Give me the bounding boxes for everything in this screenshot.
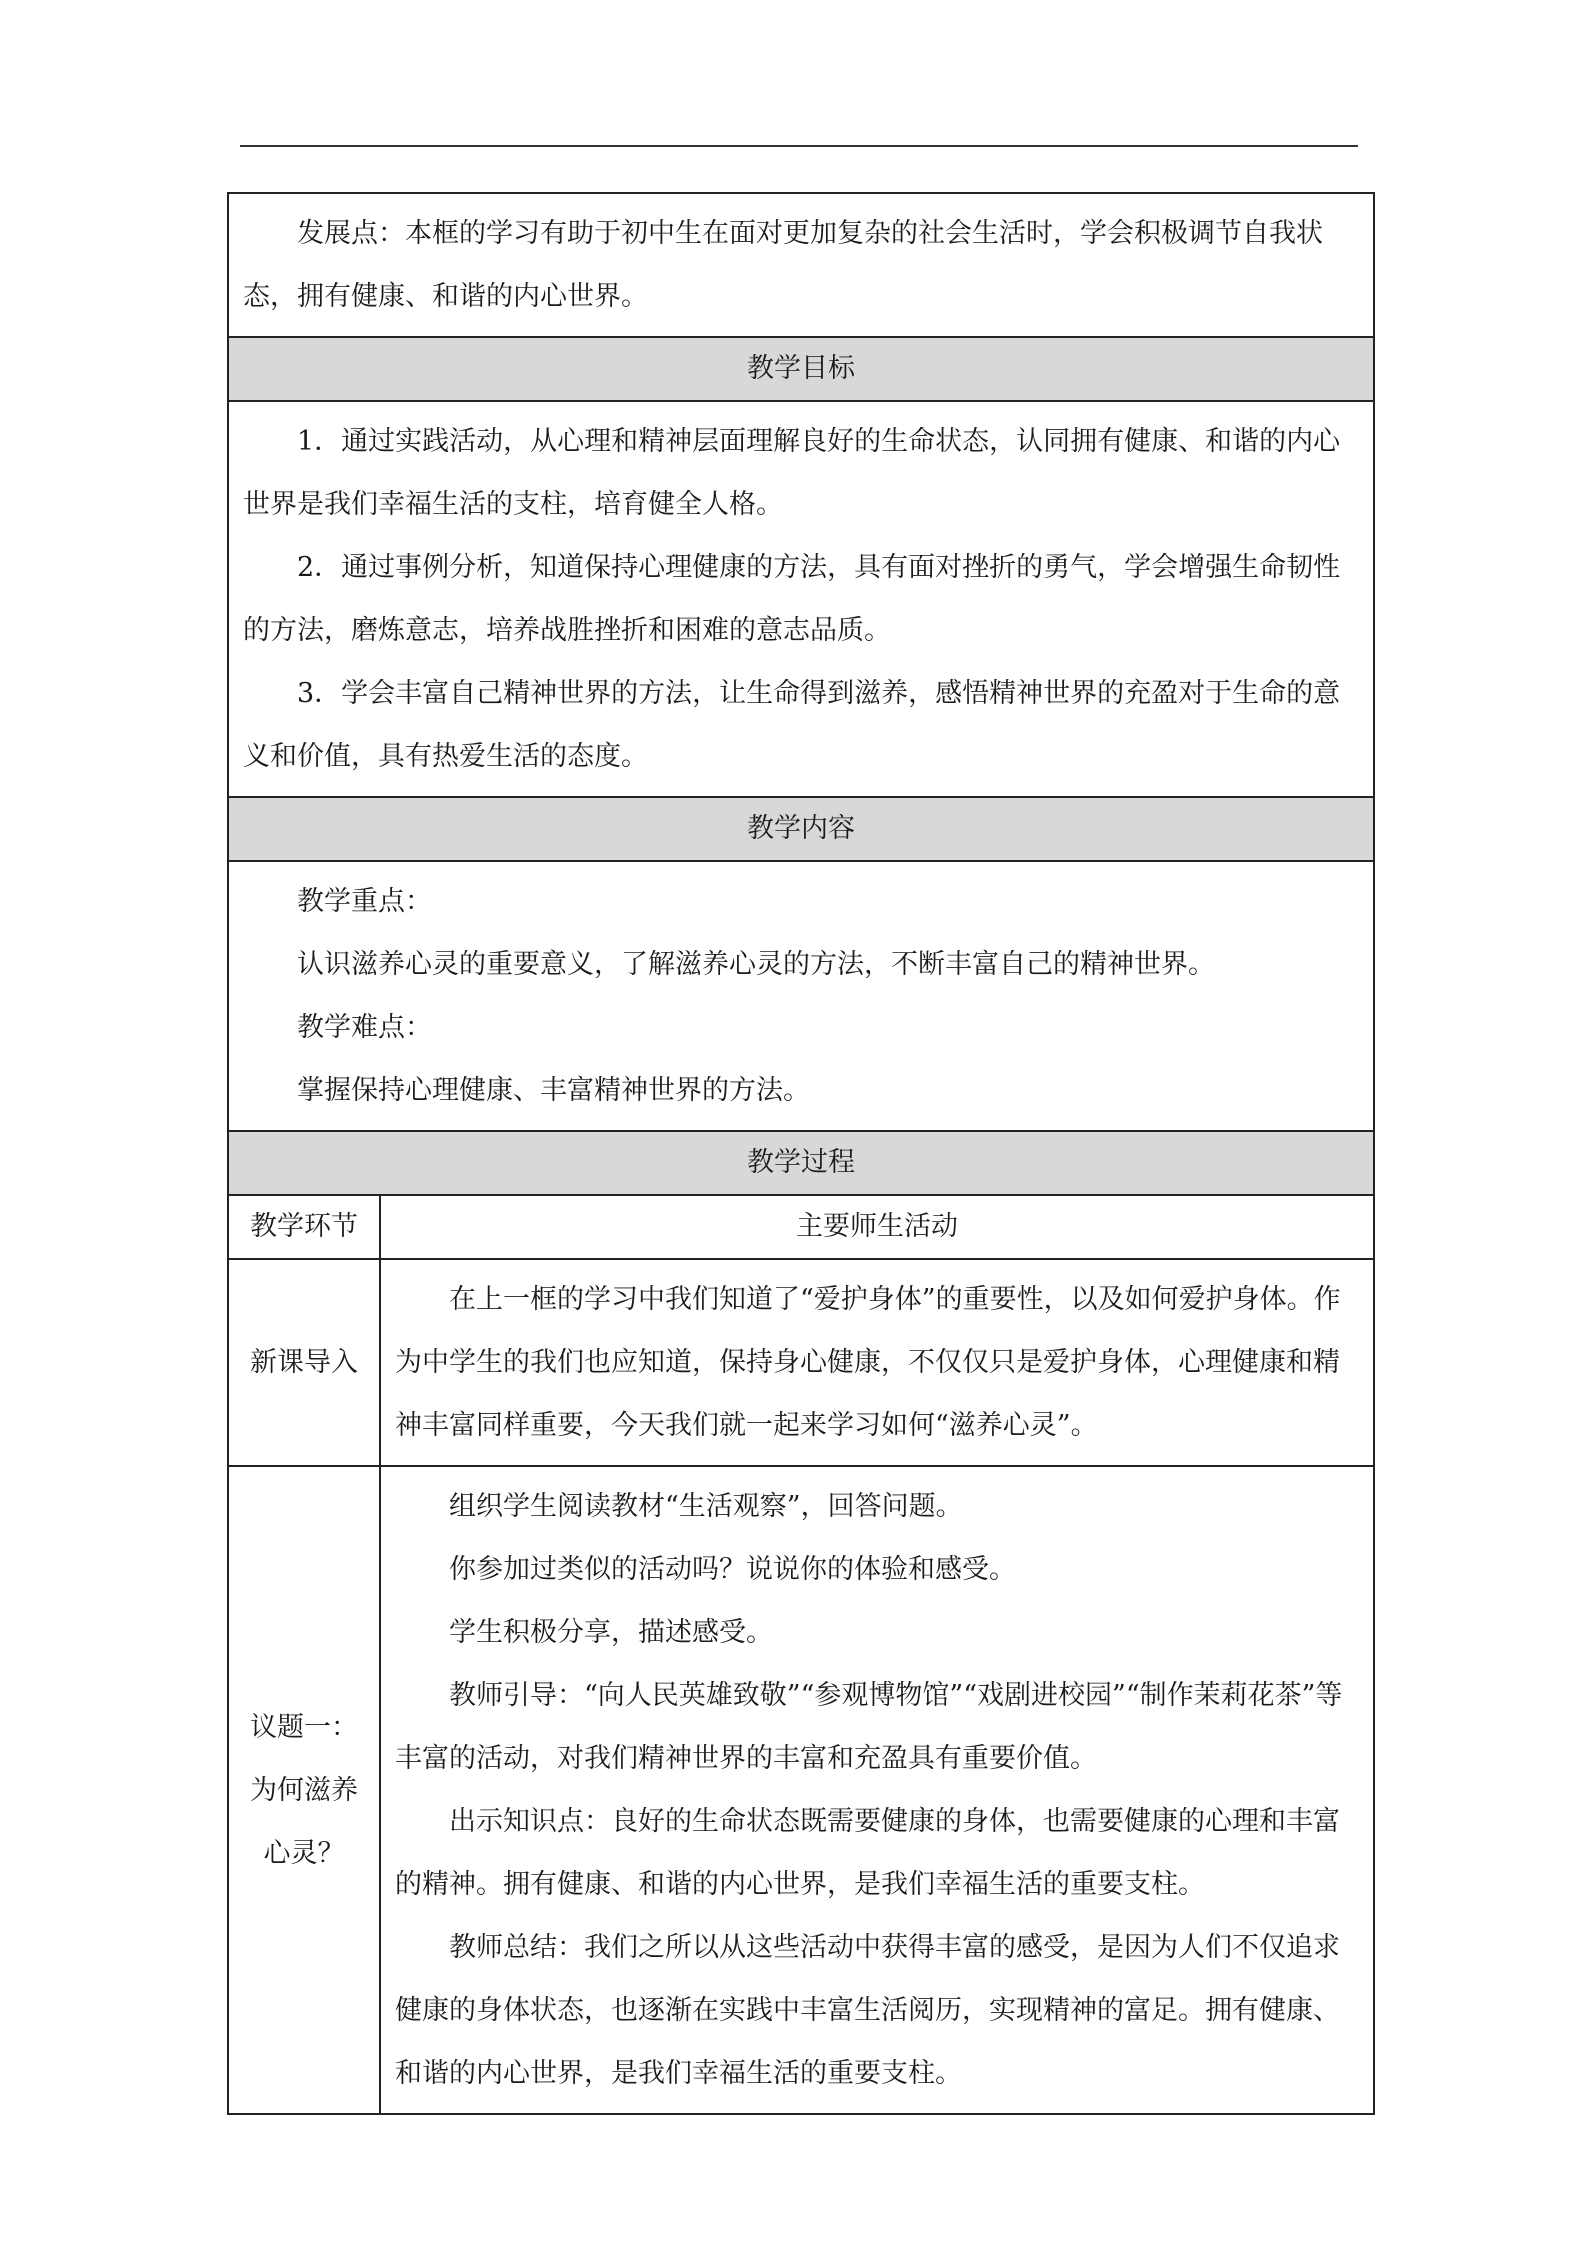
stage-cell <box>228 1259 380 1466</box>
activity-paragraph: 教师引导：“向人民英雄致敬”“参观博物馆”“戏剧进校园”“制作茉莉花茶”等丰富的活动，对我们精神世界的丰富和充盈具有重要价值。 <box>395 1680 1343 1774</box>
activity-paragraph: 你参加过类似的活动吗？说说你的体验和感受。 <box>449 1554 1016 1585</box>
objectives-heading: 教学目标 <box>228 337 1374 401</box>
objectives-heading-row <box>228 337 1374 401</box>
process-heading-row <box>228 1131 1374 1195</box>
objective-item: 3．学会丰富自己精神世界的方法，让生命得到滋养，感悟精神世界的充盈对于生命的意义和价值，具有热爱生活的态度。 <box>243 678 1341 772</box>
activity-paragraph: 教师总结：我们之所以从这些活动中获得丰富的感受，是因为人们不仅追求健康的身体状态，也逐渐在实践中丰富生活阅历，实现精神的富足。拥有健康、和谐的内心世界，是我们幸福生活的重要支柱。 <box>395 1932 1340 2089</box>
stage-cell <box>228 1466 380 2114</box>
objective-item: 2．通过事例分析，知道保持心理健康的方法，具有面对挫折的勇气，学会增强生命韧性的方法，磨炼意志，培养战胜挫折和困难的意志品质。 <box>243 552 1341 646</box>
key-point-text: 认识滋养心灵的重要意义，了解滋养心灵的方法，不断丰富自己的精神世界。 <box>297 949 1215 980</box>
stage-label-line: 为何滋养 <box>250 1774 358 1806</box>
stage-label: 新课导入 <box>250 1347 358 1378</box>
activity-paragraph: 学生积极分享，描述感受。 <box>449 1617 773 1648</box>
process-heading: 教学过程 <box>228 1131 1374 1195</box>
page-header-rule <box>240 145 1358 147</box>
development-point-text: 发展点：本框的学习有助于初中生在面对更加复杂的社会生活时，学会积极调节自我状态，拥有健康、和谐的内心世界。 <box>243 218 1323 312</box>
content-row <box>228 861 1374 1131</box>
stage-column-header: 教学环节 <box>228 1195 380 1259</box>
content-heading-row <box>228 797 1374 861</box>
stage-label-line: 心灵？ <box>263 1837 345 1869</box>
key-point-label: 教学重点： <box>297 886 432 917</box>
process-row-intro <box>228 1259 1374 1466</box>
activity-paragraph: 组织学生阅读教材“生活观察”，回答问题。 <box>449 1491 963 1522</box>
difficult-point-text: 掌握保持心理健康、丰富精神世界的方法。 <box>297 1075 810 1106</box>
process-column-header-row <box>228 1195 1374 1259</box>
objectives-row <box>228 401 1374 797</box>
activity-column-header: 主要师生活动 <box>380 1195 1374 1259</box>
activity-paragraph: 出示知识点：良好的生命状态既需要健康的身体，也需要健康的心理和丰富的精神。拥有健康、和谐的内心世界，是我们幸福生活的重要支柱。 <box>395 1806 1340 1900</box>
difficult-point-label: 教学难点： <box>297 1012 432 1043</box>
objective-item: 1．通过实践活动，从心理和精神层面理解良好的生命状态，认同拥有健康、和谐的内心世界是我们幸福生活的支柱，培育健全人格。 <box>243 426 1341 520</box>
development-point-row <box>228 193 1374 337</box>
lesson-plan-table <box>227 192 1375 2115</box>
stage-label-line: 议题一： <box>250 1711 358 1743</box>
process-row-topic-one <box>228 1466 1374 2114</box>
content-heading: 教学内容 <box>228 797 1374 861</box>
activity-paragraph: 在上一框的学习中我们知道了“爱护身体”的重要性，以及如何爱护身体。作为中学生的我们也应知道，保持身心健康，不仅仅只是爱护身体，心理健康和精神丰富同样重要，今天我们就一起来学习如何“滋养心灵”。 <box>395 1284 1341 1441</box>
